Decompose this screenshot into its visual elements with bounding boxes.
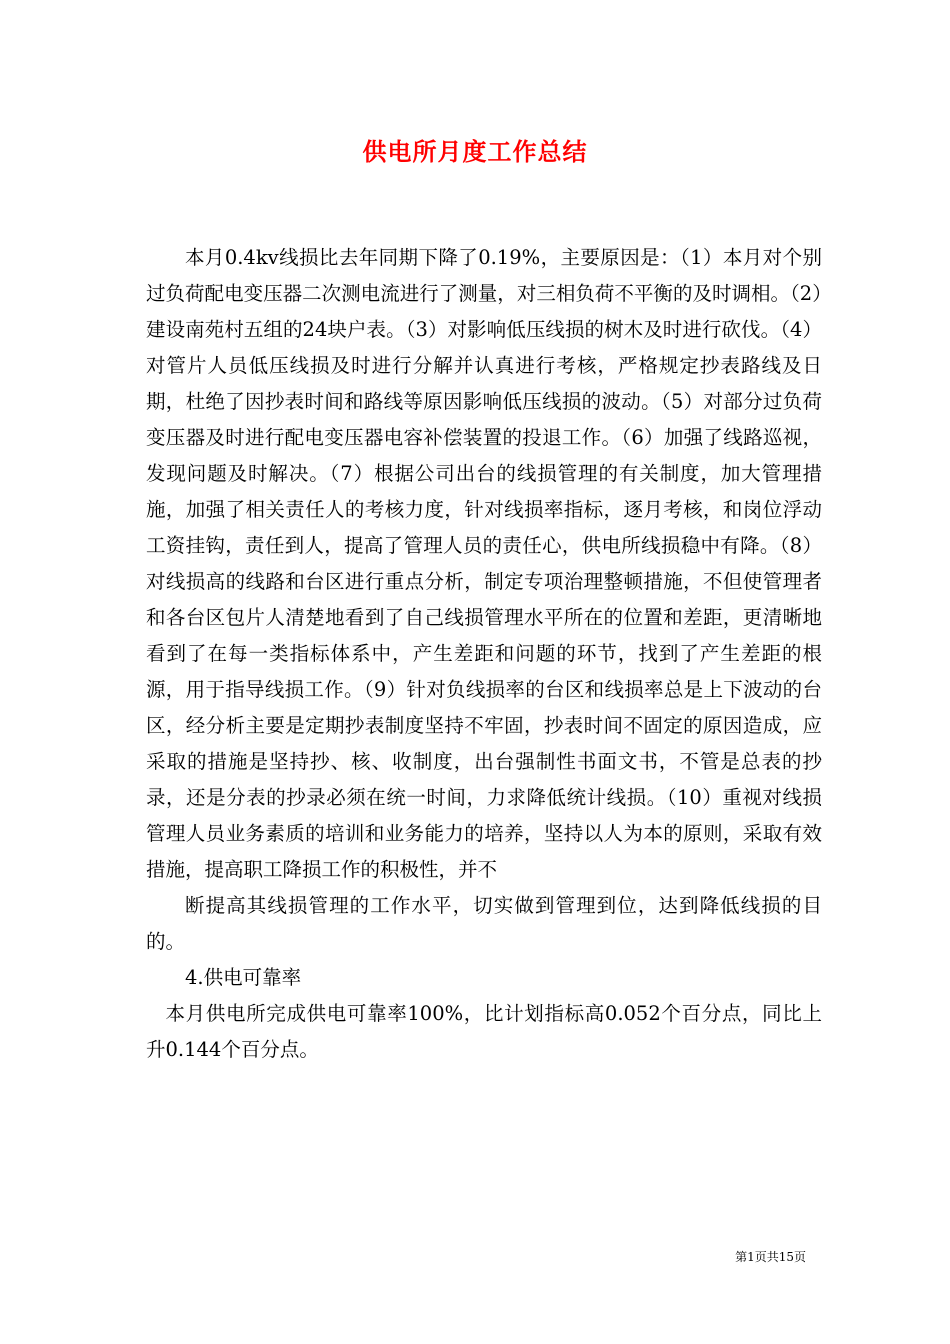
document-title: 供电所月度工作总结 <box>362 137 588 166</box>
paragraph-continuation: 断提高其线损管理的工作水平，切实做到管理到位，达到降低线损的目的。 <box>146 894 822 953</box>
paragraph-line-loss: 本月0.4kv线损比去年同期下降了0.19%，主要原因是：（1）本月对个别过负荷配电变压器二次测电流进行了测量，对三相负荷不平衡的及时调相。（2）建设南苑村五组的24块户表。（3）对影响低压线损的树木及时进行砍伐。（4）对管片人员低压线损及时进行分解并认真进行考核，严格规定抄表路线及日期，杜绝了因抄表时间和路线等原因影响低压线损的波动。（5）对部分过负荷变压器及时进行配电变压器电容补偿装置的投退工作。（6）加强了线路巡视，发现问题及时解决。（7）根据公司出台的线损管理的有关制度，加大管理措施，加强了相关责任人的考核力度，针对线损率指标，逐月考核，和岗位浮动工资挂钩，责任到人，提高了管理人员的责任心，供电所线损稳中有降。（8）对线损高的线路和台区进行重点分析，制定专项治理整顿措施，不但使管理者和各台区包片人清楚地看到了自己线损管理水平所在的位置和差距，更清晰地看到了在每一类指标体系中，产生差距和问题的环节，找到了产生差距的根源，用于指导线损工作。（9）针对负线损率的台区和线损率总是上下波动的台区，经分析主要是定期抄表制度坚持不牢固，抄表时间不固定的原因造成，应采取的措施是坚持抄、核、收制度，出台强制性书面文书，不管是总表的抄录，还是分表的抄录必须在统一时间，力求降低统计线损。（10）重视对线损管理人员业务素质的培训和业务能力的培养，坚持以人为本的原则，采取有效措施，提高职工降损工作的积极性，并不 <box>146 246 822 881</box>
page-number: 第1页共15页 <box>735 1250 806 1264</box>
document-body <box>146 240 822 1068</box>
section-heading-reliability: 4.供电可靠率 <box>185 966 302 989</box>
paragraph-reliability: 本月供电所完成供电可靠率100%，比计划指标高0.052个百分点，同比上升0.144个百分点。 <box>146 1002 822 1061</box>
